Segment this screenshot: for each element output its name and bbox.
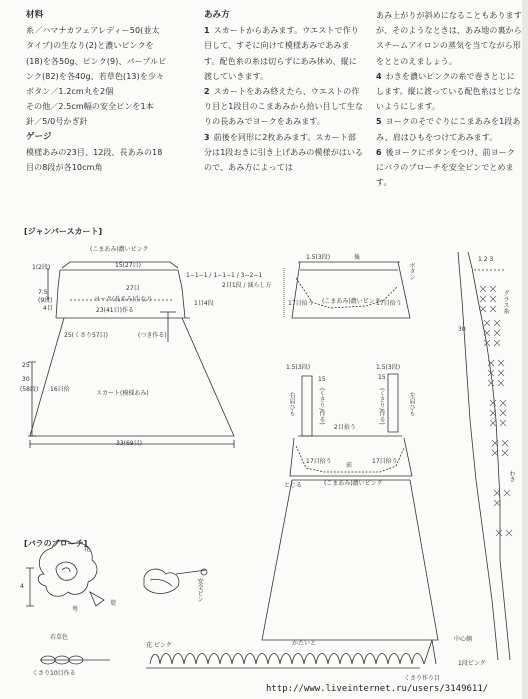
- label-side-16: 16目拾: [50, 386, 70, 393]
- label-strap-15a: 15: [318, 376, 326, 383]
- label-chart-30: 30: [458, 326, 466, 333]
- label-left-strap: 左肩ひも: [408, 392, 415, 416]
- howto-heading: あみ方: [204, 10, 230, 20]
- label-kata-ito: かたいと: [292, 640, 317, 647]
- step-text: わきを濃いピンクの糸で巻きとじにします。縦に渡っている配色糸はとじないようにします。: [376, 71, 522, 112]
- label-skirt: スカート(模様あみ): [96, 390, 149, 397]
- step-text: スカートをあみ終えたら、ウエストの作り目と1段目のこまあみから拾い目して生なりの長あみでヨークをあみます。: [204, 87, 364, 127]
- chart-x-marks: [480, 286, 515, 536]
- materials-line: ボタン／1.2cm丸を2個: [26, 87, 114, 97]
- label-strap-make-a: (くさり/作る): [318, 388, 325, 425]
- label-pick: (つき作る): [138, 332, 167, 339]
- flower-strip-chart: [146, 640, 436, 668]
- label-bottom-33: 33(69目): [116, 440, 142, 447]
- label-left-4: 4目: [43, 305, 53, 312]
- back-yoke-diagram: [284, 262, 410, 318]
- label-calyx: 萼: [72, 606, 79, 613]
- label-bottom: 若草色: [50, 634, 69, 641]
- label-back-pink: (こまあみ)濃いピンク: [322, 298, 381, 305]
- label-chain-make: くさり10目作る: [32, 670, 76, 677]
- label-back-top15: 1.5(3段): [306, 254, 331, 261]
- step-number: 6: [376, 147, 382, 157]
- label-skirt-25: 25(くさり57目): [64, 332, 108, 339]
- label-chart-g: グラス糸: [502, 290, 509, 314]
- label-rows-17d: 17目拾う: [372, 458, 398, 465]
- step-text: 後ヨークにボタンをつけ、前ヨークにバラのブローチを安全ピンでとめます。: [376, 147, 515, 188]
- label-rule-note: 2目1段 / 減らし方: [222, 282, 272, 289]
- step-text: ヨークのそでぐりにこまあみを1段あみ、肩はひもをつけてあみます。: [376, 117, 521, 142]
- label-dec-right: 1目4段: [194, 300, 214, 307]
- label-chart-side: わき: [508, 470, 515, 482]
- step-number: 5: [376, 117, 382, 127]
- label-front: 前: [346, 462, 353, 469]
- step-number: 3: [204, 132, 210, 142]
- label-rows-17b: 17目拾う: [376, 300, 402, 307]
- label-tail: くさり作り目: [404, 675, 441, 682]
- label-left-58: (58段): [20, 386, 39, 393]
- materials-heading: 材料: [26, 10, 44, 20]
- label-rule: 1−1−1 / 1−1−1 / 3−2−1: [186, 272, 263, 279]
- gauge-line: 模様あみの23目、12段、長あみの18: [26, 147, 163, 157]
- label-left-75: 7.5: [38, 289, 48, 296]
- label-two-pick: 2目拾う: [334, 424, 356, 431]
- label-top-pink: (こまあみ)濃いピンク: [90, 246, 149, 253]
- step-text: スカートからあみます。ウエストで作り目して、すそに向けて模様あみであみます。配色糸の糸は切らずにあみ休め、縦に渡していきます。: [204, 26, 359, 81]
- label-w23: 23(41目)作る: [96, 307, 134, 314]
- label-tojiru: とじる: [284, 482, 303, 489]
- label-flower: 花: [84, 546, 91, 553]
- label-flower-pink: 花 ピンク: [146, 642, 172, 649]
- label-back: 後: [354, 254, 361, 261]
- materials-line: 針／5/0号かぎ針: [26, 117, 88, 127]
- label-right-strap: 右肩ひも: [288, 392, 295, 416]
- label-pink2: 1段ピンク: [458, 660, 486, 667]
- rose-flower: [26, 541, 104, 606]
- materials-line: ンク(82)を各40g、若草色(13)を少々: [26, 71, 165, 81]
- step-number: 2: [204, 87, 210, 97]
- label-row-6: 1(2段): [32, 264, 51, 271]
- chain-diagram: [40, 656, 110, 664]
- materials-line: その他／2.5cm幅の安全ピンを1本: [26, 102, 154, 112]
- label-size-4: 4: [20, 583, 24, 590]
- label-front-pink: (こまあみ)濃いピンク: [324, 480, 383, 487]
- label-width-15: 15(27目): [115, 262, 141, 269]
- gauge-line: 目の8段が各10cm角: [26, 163, 103, 173]
- label-rows-17c: 17目拾う: [306, 458, 332, 465]
- label-strap-15b: 15: [378, 374, 386, 381]
- label-strap-l-top: 1.5(3段): [286, 364, 311, 371]
- label-button: ボタン: [408, 262, 415, 280]
- page-gutter: [522, 0, 528, 699]
- howto-cont-text: あみ上がりが斜めになることもありますが、そのようなときは、あみ地の裏からスチームアイロンの蒸気を当てながら形をととのえましょう。: [376, 11, 522, 66]
- label-strap-make-b: (くさり/作る): [378, 388, 385, 425]
- label-leaf-pin: 安全ピン: [196, 578, 203, 602]
- label-leaf: 葉: [110, 600, 117, 607]
- jumper-skirt-title: [ジャンパースカート]: [24, 227, 103, 236]
- label-left-30: 30: [22, 376, 30, 383]
- rose-brooch-title: [バラのブローチ]: [24, 539, 88, 548]
- materials-line: (18)を各50g、ピンク(9)、パープルピ: [26, 56, 167, 66]
- step-text: 前後を同形に2枚あみます。スカート部分は1段おきに引き上げあみの模様がはいるので、あみ方によっては: [204, 132, 364, 173]
- label-chart-top: 1 2 3: [478, 256, 494, 263]
- label-left-95: (9段): [38, 297, 53, 304]
- label-yoke: ヨーク(長あみ)生なり: [94, 296, 153, 303]
- label-strap-r-top: 1.5(3段): [376, 364, 401, 371]
- step-number: 1: [204, 26, 210, 36]
- label-rows-17a: 17目拾う: [288, 300, 314, 307]
- materials-line: タイプ)の生なり(2)と濃いピンクを: [26, 41, 154, 51]
- materials-line: 糸／ハマナカフェアレディー50(並太: [26, 26, 160, 36]
- label-center: 中心側: [454, 636, 473, 643]
- label-w27: 27目: [126, 285, 140, 292]
- gauge-heading: ゲージ: [26, 131, 52, 142]
- label-left-25: 25: [22, 362, 30, 369]
- source-url[interactable]: http://www.liveinternet.ru/users/3149611/: [266, 684, 489, 694]
- step-number: 4: [376, 71, 382, 81]
